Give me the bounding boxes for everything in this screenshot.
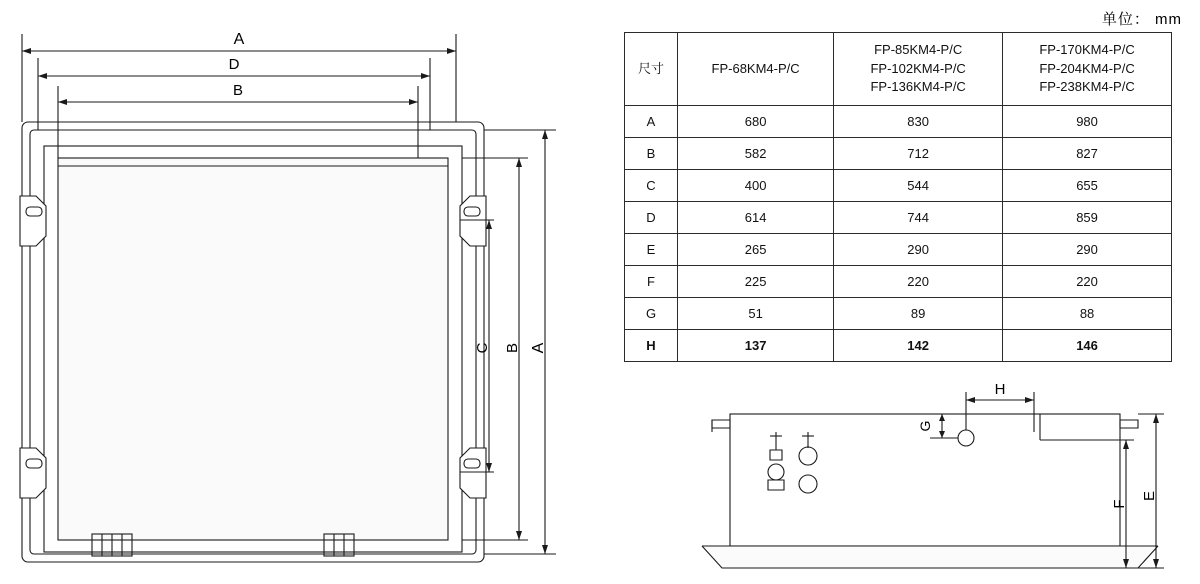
row-label: B	[625, 138, 678, 170]
table-body	[625, 106, 1172, 362]
table-row	[625, 106, 1172, 138]
cell-value: 88	[1003, 298, 1172, 330]
row-label: E	[625, 234, 678, 266]
cell-value: 290	[834, 234, 1003, 266]
table-column-header-2	[834, 33, 1003, 106]
cell-value: 220	[834, 266, 1003, 298]
table-row	[625, 330, 1172, 362]
row-label: H	[625, 330, 678, 362]
row-label: A	[625, 106, 678, 138]
cell-value: 265	[678, 234, 834, 266]
row-label: G	[625, 298, 678, 330]
cell-value: 830	[834, 106, 1003, 138]
table-header-row	[625, 33, 1172, 106]
cell-value: 980	[1003, 106, 1172, 138]
dim-label-f-right: F	[1111, 499, 1128, 509]
cell-value: 827	[1003, 138, 1172, 170]
cell-value: 859	[1003, 202, 1172, 234]
dim-label-h-top: H	[994, 381, 1006, 398]
table-column-header-1	[678, 33, 834, 106]
cell-value: 614	[678, 202, 834, 234]
model-name: FP-102KM4-P/C	[870, 60, 966, 76]
model-name: FP-136KM4-P/C	[870, 79, 966, 95]
dim-label-g-left: G	[917, 420, 933, 432]
row-label: F	[625, 266, 678, 298]
table-row	[625, 234, 1172, 266]
cell-value: 142	[834, 330, 1003, 362]
row-label: D	[625, 202, 678, 234]
dim-label-b-top: B	[232, 82, 244, 99]
cell-value: 51	[678, 298, 834, 330]
cell-value: 225	[678, 266, 834, 298]
cell-value: 582	[678, 138, 834, 170]
dim-label-a-top: A	[233, 31, 245, 48]
cell-value: 544	[834, 170, 1003, 202]
model-name: FP-238KM4-P/C	[1039, 79, 1135, 95]
cell-value: 712	[834, 138, 1003, 170]
cell-value: 744	[834, 202, 1003, 234]
cell-value: 655	[1003, 170, 1172, 202]
table-row	[625, 298, 1172, 330]
table-row	[625, 202, 1172, 234]
cell-value: 137	[678, 330, 834, 362]
cell-value: 290	[1003, 234, 1172, 266]
dim-label-e-right: E	[1141, 490, 1158, 502]
dim-label-b-right: B	[504, 342, 521, 354]
cell-value: 220	[1003, 266, 1172, 298]
table-corner-header: 尺寸	[625, 33, 678, 106]
model-name: FP-68KM4-P/C	[711, 60, 800, 76]
table-column-header-3	[1003, 33, 1172, 106]
model-name: FP-170KM4-P/C	[1039, 41, 1135, 57]
model-name: FP-85KM4-P/C	[874, 41, 963, 57]
dim-label-d-top: D	[228, 56, 240, 73]
cell-value: 146	[1003, 330, 1172, 362]
table-row	[625, 170, 1172, 202]
unit-note: 单位： mm	[1101, 11, 1182, 28]
table-row	[625, 266, 1172, 298]
table-row	[625, 138, 1172, 170]
side-view-drawing	[690, 380, 1170, 580]
dimension-table	[624, 32, 1172, 362]
cell-value: 400	[678, 170, 834, 202]
cell-value: 680	[678, 106, 834, 138]
row-label: C	[625, 170, 678, 202]
table-header	[625, 33, 1172, 106]
cell-value: 89	[834, 298, 1003, 330]
model-name: FP-204KM4-P/C	[1039, 60, 1135, 76]
dim-label-c-right: C	[474, 342, 491, 354]
dim-label-a-right: A	[530, 342, 547, 354]
